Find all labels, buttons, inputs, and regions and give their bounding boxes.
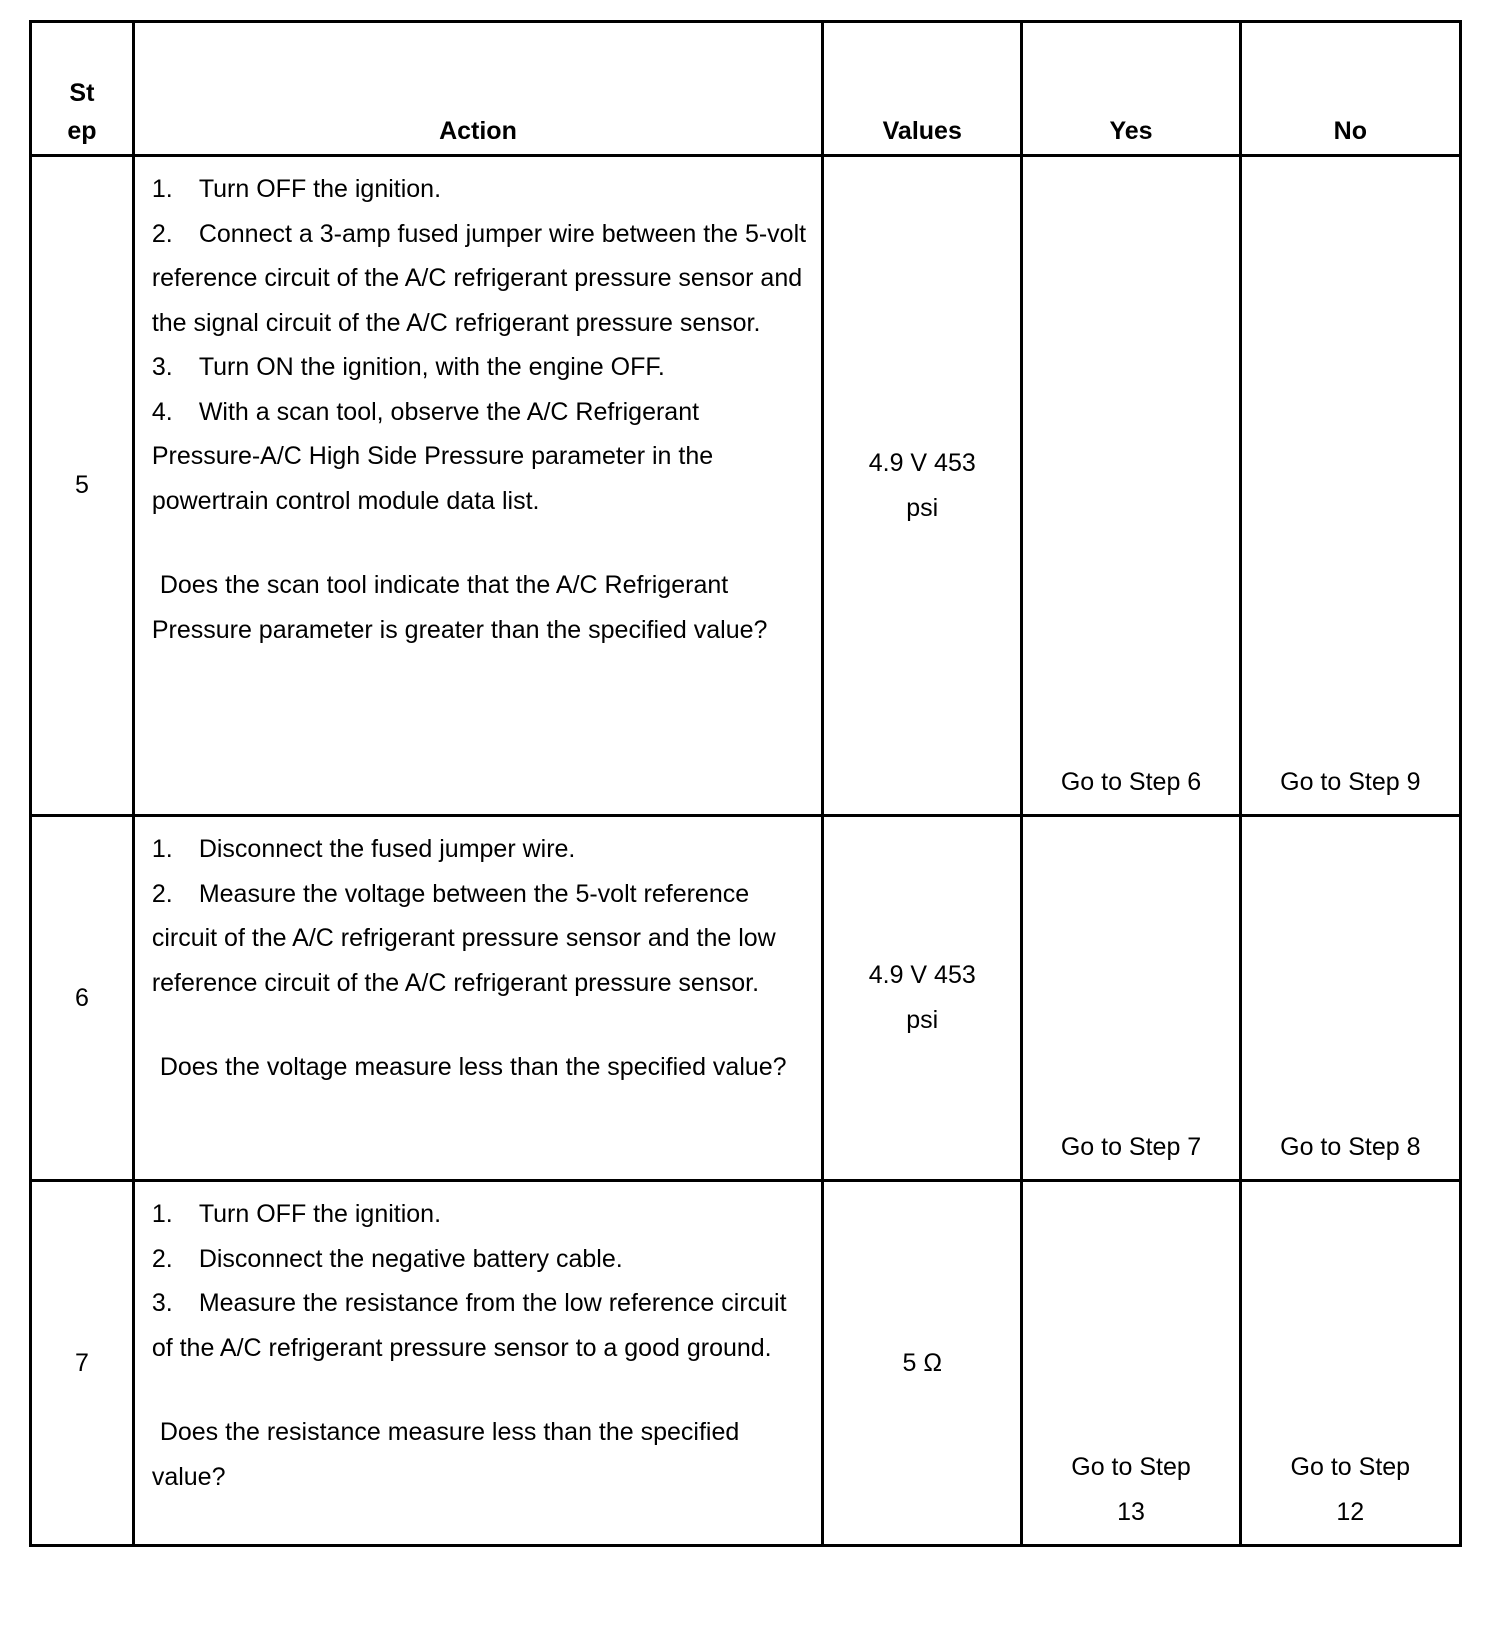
header-yes: Yes — [1022, 22, 1240, 156]
step-number: 5 — [31, 156, 134, 816]
yes-cell: Go to Step 13 — [1022, 1181, 1240, 1546]
action-item: 1. Turn OFF the ignition. — [151, 1200, 442, 1228]
no-cell: Go to Step 9 — [1240, 156, 1460, 816]
table-row — [31, 816, 1461, 1181]
step-number: 7 — [31, 1181, 134, 1546]
action-item: 1. Turn OFF the ignition. — [151, 175, 442, 203]
yes-cell: Go to Step 7 — [1022, 816, 1240, 1181]
action-item: 2. Measure the voltage between the 5-volt reference circuit of the A/C refrigerant pressure sensor and the low reference circuit of the A/C refrigerant pressure sensor. — [151, 879, 776, 997]
step-number: 6 — [31, 816, 134, 1181]
value-cell: 5 Ω — [823, 1181, 1022, 1546]
action-item: 3. Measure the resistance from the low reference circuit of the A/C refrigerant pressure sensor to a good ground. — [151, 1289, 787, 1362]
action-cell — [133, 1181, 822, 1546]
action-item: 2. Disconnect the negative battery cable. — [151, 1244, 623, 1273]
action-item: 4. With a scan tool, observe the A/C Refrigerant Pressure-A/C High Side Pressure parameter in the powertrain control module data list. — [151, 397, 714, 515]
action-question: Does the scan tool indicate that the A/C Refrigerant Pressure parameter is greater than the specified value? — [151, 571, 768, 644]
action-item: 2. Connect a 3-amp fused jumper wire between the 5-volt reference circuit of the A/C refrigerant pressure sensor and the signal circuit of the A/C refrigerant pressure sensor. — [151, 219, 807, 337]
header-values: Values — [823, 22, 1022, 156]
action-question: Does the resistance measure less than the specified value? — [151, 1418, 740, 1491]
table-row — [31, 1181, 1461, 1546]
table-row — [31, 156, 1461, 816]
header-step: St ep — [31, 22, 134, 156]
action-item: 1. Disconnect the fused jumper wire. — [151, 835, 576, 863]
header-row — [31, 22, 1461, 156]
yes-cell: Go to Step 6 — [1022, 156, 1240, 816]
header-no: No — [1240, 22, 1460, 156]
action-question: Does the voltage measure less than the specified value? — [159, 1053, 787, 1081]
no-cell: Go to Step 8 — [1240, 816, 1460, 1181]
header-action: Action — [133, 22, 822, 156]
action-cell — [133, 816, 822, 1181]
value-cell: 4.9 V 453 psi — [823, 156, 1022, 816]
no-cell: Go to Step 12 — [1240, 1181, 1460, 1546]
diagnostic-procedure-table — [29, 20, 1462, 1547]
action-cell — [133, 156, 822, 816]
value-cell: 4.9 V 453 psi — [823, 816, 1022, 1181]
action-item: 3. Turn ON the ignition, with the engine OFF. — [151, 353, 665, 381]
